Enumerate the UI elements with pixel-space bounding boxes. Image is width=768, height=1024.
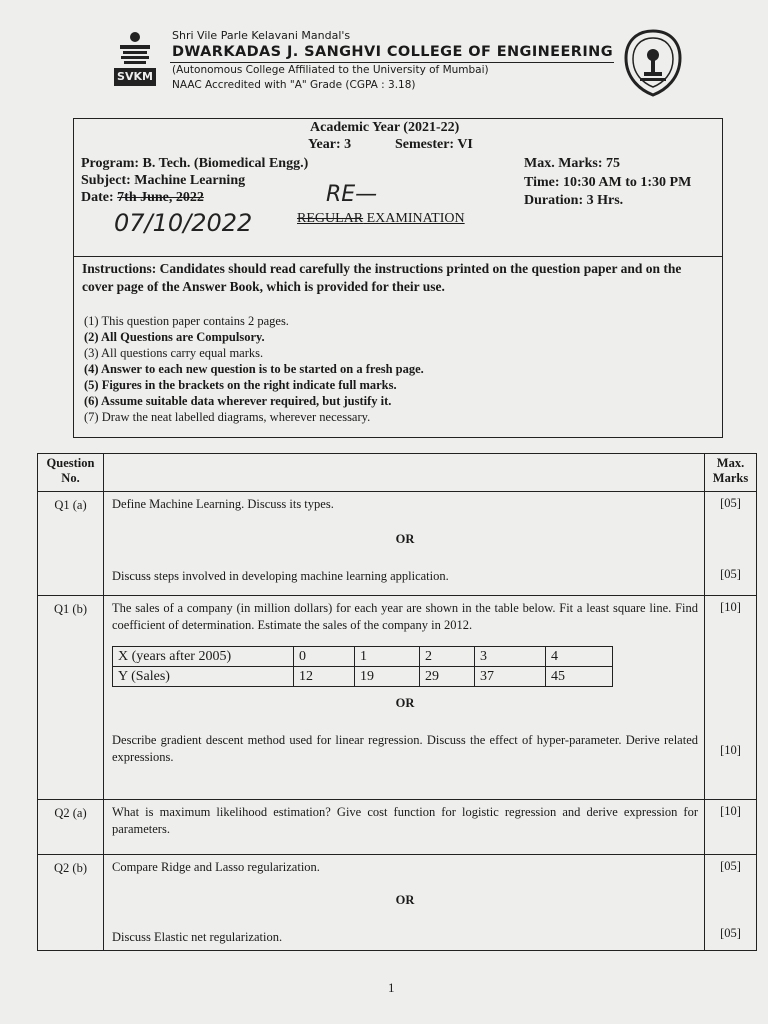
info-separator bbox=[73, 256, 723, 257]
date-original-struck: 7th June, 2022 bbox=[117, 190, 204, 205]
examination-type bbox=[297, 211, 465, 227]
table-row bbox=[38, 855, 757, 951]
question-marks: [05] [05] bbox=[705, 855, 757, 951]
question-body bbox=[104, 492, 705, 596]
svkm-logo-icon bbox=[112, 30, 158, 90]
instruction-rule: (2) All Questions are Compulsory. bbox=[84, 330, 265, 344]
instructions-main: Instructions: Candidates should read carefully the instructions printed on the question paper and on the cover page of the Answer Book, which is provided for their use. bbox=[82, 261, 682, 294]
question-number: Q2 (b) bbox=[38, 855, 104, 951]
exam-semester: Semester: VI bbox=[395, 137, 473, 152]
date-label: Date: bbox=[81, 190, 118, 205]
college-name: DWARKADAS J. SANGHVI COLLEGE OF ENGINEERING bbox=[172, 44, 613, 60]
exam-year: Year: 3 bbox=[308, 137, 352, 152]
college-affiliation: (Autonomous College Affiliated to the University of Mumbai) bbox=[172, 64, 489, 76]
data-cell: 45 bbox=[546, 667, 613, 687]
question-marks-alt: [05] bbox=[720, 567, 741, 581]
instruction-rule: (1) This question paper contains 2 pages. bbox=[84, 314, 289, 328]
table-row bbox=[38, 800, 757, 855]
question-text-alt: Discuss Elastic net regularization. bbox=[112, 930, 283, 944]
question-header-empty bbox=[104, 454, 705, 492]
table-row bbox=[38, 596, 757, 800]
question-text: What is maximum likelihood estimation? Give cost function for logistic regression and derive expression for parameters. bbox=[112, 805, 698, 836]
question-body bbox=[104, 855, 705, 951]
question-text: The sales of a company (in million dollars) for each year are shown in the table below. Fit a least square line. Find coefficient of determination. Estimate the sales of the company in 2012. bbox=[112, 601, 698, 632]
data-label-y: Y (Sales) bbox=[113, 667, 294, 687]
question-text-alt: Discuss steps involved in developing machine learning application. bbox=[112, 569, 449, 583]
data-cell: 19 bbox=[355, 667, 420, 687]
sales-data-table bbox=[112, 646, 613, 687]
instruction-rule: (7) Draw the neat labelled diagrams, wherever necessary. bbox=[84, 410, 371, 424]
svkm-logo-text: SVKM bbox=[117, 70, 153, 83]
naac-accreditation: NAAC Accredited with "A" Grade (CGPA : 3.18) bbox=[172, 79, 416, 91]
exam-program: Program: B. Tech. (Biomedical Engg.) bbox=[81, 156, 309, 171]
or-label: OR bbox=[395, 696, 415, 710]
data-cell: 0 bbox=[294, 647, 355, 667]
instruction-rule: (5) Figures in the brackets on the right indicate full marks. bbox=[84, 378, 397, 392]
instruction-rule: (3) All questions carry equal marks. bbox=[84, 346, 264, 360]
data-row-y bbox=[113, 667, 613, 687]
data-cell: 3 bbox=[475, 647, 546, 667]
max-marks: Max. Marks: 75 bbox=[524, 156, 621, 171]
mandal-name: Shri Vile Parle Kelavani Mandal's bbox=[172, 29, 351, 42]
question-marks: [05] [05] bbox=[705, 492, 757, 596]
or-label: OR bbox=[395, 532, 415, 546]
page-number: 1 bbox=[388, 980, 395, 995]
exam-subject: Subject: Machine Learning bbox=[81, 173, 246, 188]
question-body bbox=[104, 596, 705, 800]
academic-year: Academic Year (2021-22) bbox=[310, 120, 460, 135]
exam-type-struck: REGULAR bbox=[297, 211, 364, 226]
question-number: Q1 (a) bbox=[38, 492, 104, 596]
instruction-rule: (4) Answer to each new question is to be started on a fresh page. bbox=[84, 362, 424, 376]
question-text: Compare Ridge and Lasso regularization. bbox=[112, 860, 320, 874]
table-header-row bbox=[38, 454, 757, 492]
data-cell: 37 bbox=[475, 667, 546, 687]
date-handwritten: 07/10/2022 bbox=[114, 209, 253, 237]
table-row bbox=[38, 492, 757, 596]
question-body bbox=[104, 800, 705, 855]
data-row-x bbox=[113, 647, 613, 667]
header-rule bbox=[170, 62, 614, 63]
question-text-alt: Describe gradient descent method used for linear regression. Discuss the effect of hyper-parameter. Derive related expressions. bbox=[112, 733, 698, 764]
question-marks-alt: [10] bbox=[720, 743, 741, 757]
question-no-header: Question No. bbox=[38, 454, 104, 492]
exam-type-label: EXAMINATION bbox=[363, 211, 465, 226]
data-cell: 12 bbox=[294, 667, 355, 687]
exam-duration: Duration: 3 Hrs. bbox=[524, 193, 624, 208]
exam-date bbox=[81, 190, 204, 206]
question-marks: [10] [10] bbox=[705, 596, 757, 800]
data-cell: 2 bbox=[420, 647, 475, 667]
question-number: Q2 (a) bbox=[38, 800, 104, 855]
data-cell: 29 bbox=[420, 667, 475, 687]
or-label: OR bbox=[395, 893, 415, 907]
instruction-rule: (6) Assume suitable data wherever required, but justify it. bbox=[84, 394, 392, 408]
question-text: Define Machine Learning. Discuss its types. bbox=[112, 497, 334, 511]
question-marks-alt: [05] bbox=[720, 926, 741, 940]
max-marks-header: Max. Marks bbox=[705, 454, 757, 492]
question-number: Q1 (b) bbox=[38, 596, 104, 800]
exam-time: Time: 10:30 AM to 1:30 PM bbox=[524, 175, 692, 190]
data-label-x: X (years after 2005) bbox=[113, 647, 294, 667]
questions-table bbox=[37, 453, 757, 951]
data-cell: 4 bbox=[546, 647, 613, 667]
question-marks: [10] bbox=[705, 800, 757, 855]
data-cell: 1 bbox=[355, 647, 420, 667]
college-crest-icon bbox=[622, 28, 684, 98]
instructions-list bbox=[84, 313, 714, 425]
re-handwritten: RE— bbox=[326, 182, 378, 207]
